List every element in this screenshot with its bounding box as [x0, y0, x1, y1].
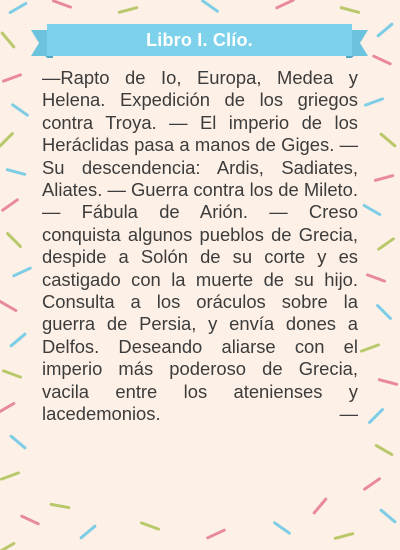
confetti-piece — [375, 176, 392, 181]
confetti-piece — [2, 33, 14, 47]
confetti-piece — [81, 526, 95, 538]
confetti-piece — [142, 523, 159, 529]
confetti-piece — [8, 234, 21, 247]
confetti-piece — [208, 530, 224, 538]
confetti-piece — [14, 268, 30, 276]
confetti-piece — [374, 56, 390, 64]
confetti-piece — [0, 544, 14, 550]
title-ribbon — [31, 24, 368, 58]
confetti-piece — [11, 334, 25, 346]
confetti-piece — [379, 380, 396, 385]
ribbon-fold-left — [45, 56, 53, 58]
confetti-piece — [381, 510, 395, 522]
confetti-piece — [370, 410, 383, 423]
confetti-piece — [335, 534, 352, 539]
confetti-piece — [365, 479, 380, 489]
confetti-piece — [7, 170, 24, 175]
confetti-piece — [0, 302, 16, 311]
confetti-piece — [314, 499, 326, 513]
body-paragraph: —Rapto de Io, Europa, Medea y Helena. Expedición de los griegos contra Troya. — El imperio de los Heráclidas pasa a manos de Giges. — Su descendencia: Ardis, Sadiates, Aliates. — Guerra contra los de Mileto. — Fábula de Arión. — Creso conquista algunos pueblos de Grecia, despide a Solón de su corte y es castigado con la muerte de su hijo. Consulta a los oráculos sobre la guerra de Persia, y envía dones a Delfos. Deseando aliarse con el imperio más poderoso de Grecia, vacila entre los atenienses y lacedemonios. — — [42, 67, 358, 425]
page-title: Libro I. Clío. — [146, 30, 253, 50]
confetti-piece — [362, 345, 379, 351]
confetti-piece — [4, 75, 21, 81]
confetti-piece — [379, 239, 394, 249]
confetti-piece — [51, 504, 69, 507]
confetti-piece — [0, 404, 14, 413]
confetti-piece — [4, 371, 21, 377]
confetti-piece — [341, 8, 358, 13]
confetti-piece — [10, 4, 26, 13]
confetti-piece — [378, 24, 392, 36]
confetti-piece — [203, 1, 218, 11]
confetti-piece — [277, 0, 293, 8]
confetti-piece — [22, 516, 38, 524]
confetti-piece — [381, 134, 395, 146]
confetti-piece — [13, 105, 28, 115]
confetti-piece — [368, 275, 385, 281]
confetti-piece — [54, 1, 71, 7]
confetti-piece — [378, 306, 391, 319]
confetti-piece — [0, 134, 12, 147]
confetti-piece — [3, 200, 18, 210]
ribbon-fold-right — [346, 56, 354, 58]
confetti-piece — [119, 8, 136, 13]
confetti-piece — [364, 206, 380, 215]
confetti-piece — [11, 436, 25, 448]
confetti-piece — [366, 99, 383, 105]
confetti-piece — [275, 523, 290, 533]
confetti-piece — [2, 473, 19, 479]
confetti-piece — [376, 446, 392, 455]
